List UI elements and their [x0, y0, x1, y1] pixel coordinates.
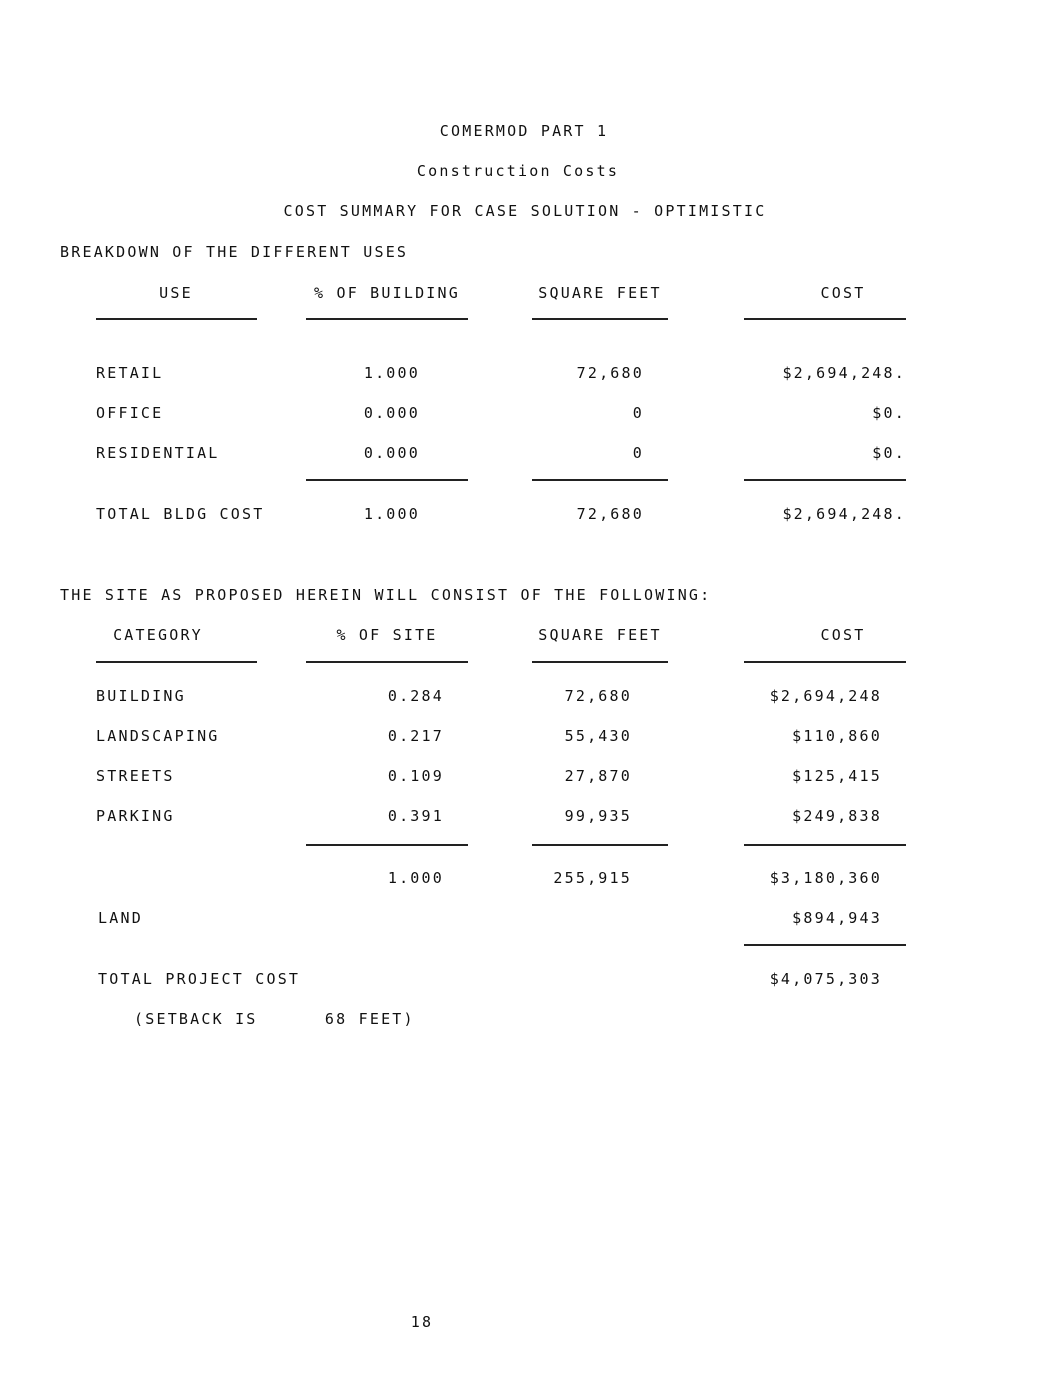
site-section-heading: THE SITE AS PROPOSED HEREIN WILL CONSIST OF THE FOLLOWING:: [60, 586, 712, 604]
table-cell-pct: 0.109: [387, 767, 444, 785]
table-cell-sqft: 72,680: [564, 687, 632, 705]
subtotal-sqft: 255,915: [553, 869, 632, 887]
column-header-use: USE: [159, 284, 193, 302]
header-underline: [532, 661, 668, 663]
column-header-pct-site: % OF SITE: [336, 626, 438, 644]
column-header-cost: COST: [820, 284, 866, 302]
uses-section-heading: BREAKDOWN OF THE DIFFERENT USES: [60, 243, 409, 261]
table-row-label: BUILDING: [96, 687, 186, 705]
land-cost: $894,943: [792, 909, 882, 927]
header-underline: [532, 318, 668, 320]
table-cell-cost: $0.: [872, 444, 906, 462]
subtotal-rule: [744, 844, 906, 846]
column-header-category: CATEGORY: [113, 626, 203, 644]
table-cell-cost: $2,694,248.: [782, 364, 906, 382]
column-header-square-feet: SQUARE FEET: [538, 284, 662, 302]
total-pct: 1.000: [363, 505, 420, 523]
setback-note: (SETBACK IS 68 FEET): [134, 1010, 415, 1028]
table-row-label: RETAIL: [96, 364, 164, 382]
table-cell-pct: 0.217: [387, 727, 444, 745]
table-cell-cost: $110,860: [792, 727, 882, 745]
total-rule: [532, 479, 668, 481]
subtotal-rule: [306, 844, 468, 846]
table-row-label: PARKING: [96, 807, 175, 825]
land-rule: [744, 944, 906, 946]
header-underline: [96, 318, 257, 320]
document-subtitle: Construction Costs: [416, 162, 620, 180]
table-cell-pct: 0.284: [387, 687, 444, 705]
table-row-label: LANDSCAPING: [96, 727, 220, 745]
summary-title: COST SUMMARY FOR CASE SOLUTION - OPTIMISTIC: [283, 202, 767, 220]
header-underline: [96, 661, 257, 663]
table-cell-pct: 0.000: [363, 404, 420, 422]
table-cell-pct: 0.000: [363, 444, 420, 462]
subtotal-cost: $3,180,360: [769, 869, 882, 887]
header-underline: [744, 318, 906, 320]
table-row-label: STREETS: [96, 767, 175, 785]
header-underline: [306, 661, 468, 663]
total-cost: $2,694,248.: [782, 505, 906, 523]
column-header-pct-building: % OF BUILDING: [314, 284, 460, 302]
total-rule: [306, 479, 468, 481]
total-sqft: 72,680: [576, 505, 644, 523]
table-cell-sqft: 0: [632, 444, 644, 462]
document-title: COMERMOD PART 1: [439, 122, 609, 140]
table-cell-pct: 0.391: [387, 807, 444, 825]
table-cell-cost: $249,838: [792, 807, 882, 825]
header-underline: [306, 318, 468, 320]
page-number: 18: [410, 1313, 434, 1331]
table-cell-sqft: 72,680: [576, 364, 644, 382]
table-cell-sqft: 0: [632, 404, 644, 422]
table-cell-sqft: 55,430: [564, 727, 632, 745]
subtotal-pct: 1.000: [387, 869, 444, 887]
land-label: LAND: [98, 909, 143, 927]
total-project-cost: $4,075,303: [769, 970, 882, 988]
table-cell-sqft: 99,935: [564, 807, 632, 825]
total-row-label: TOTAL BLDG COST: [96, 505, 265, 523]
total-rule: [744, 479, 906, 481]
column-header-cost: COST: [820, 626, 866, 644]
table-row-label: OFFICE: [96, 404, 164, 422]
total-project-label: TOTAL PROJECT COST: [98, 970, 301, 988]
table-cell-cost: $125,415: [792, 767, 882, 785]
table-cell-sqft: 27,870: [564, 767, 632, 785]
table-cell-cost: $2,694,248: [769, 687, 882, 705]
table-row-label: RESIDENTIAL: [96, 444, 220, 462]
column-header-square-feet: SQUARE FEET: [538, 626, 662, 644]
subtotal-rule: [532, 844, 668, 846]
table-cell-cost: $0.: [872, 404, 906, 422]
table-cell-pct: 1.000: [363, 364, 420, 382]
header-underline: [744, 661, 906, 663]
